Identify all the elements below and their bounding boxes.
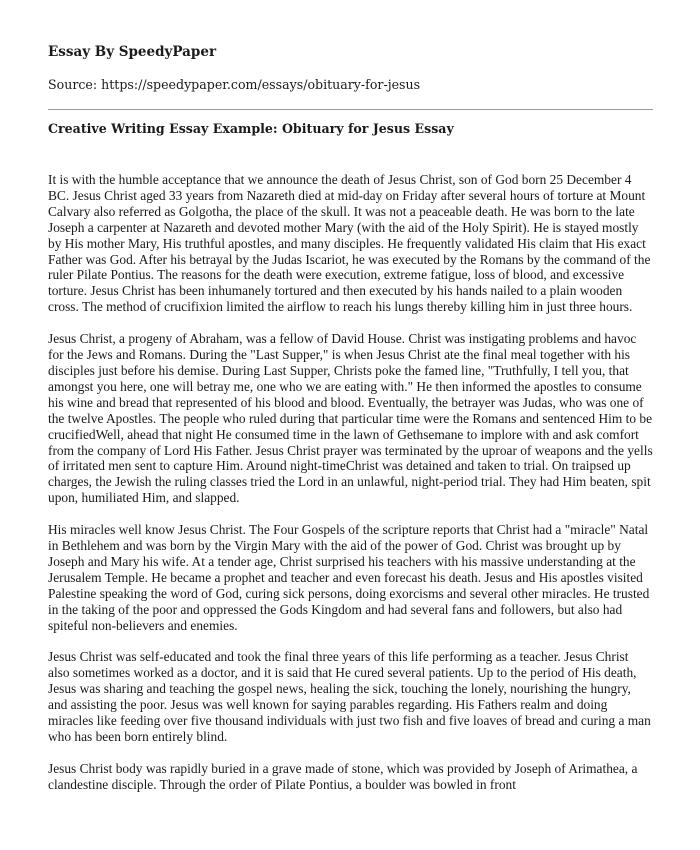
header-divider [48, 109, 653, 110]
essay-paragraph-5: Jesus Christ body was rapidly buried in a grave made of stone, which was provided by Joseph of Arimathea, a clandestine disciple. Through the order of Pilate Pontius, a boulder was bowled in front [48, 760, 638, 792]
essay-paragraph-3: His miracles well know Jesus Christ. The Four Gospels of the scripture reports that Christ had a "miracle" Natal in Bethlehem and was born by the Virgin Mary with the aid of the power of God. Christ was brought up by Joseph and Mary his wife. At a tender age, Christ surprised his teachers with his massive understanding at the Jerusalem Temple. He became a prophet and teacher and even forecast his death. Jesus and His apostles visited Palestine speaking the word of God, curing sick persons, doing exorcisms and several other miracles. He trusted in the taking of the poor and oppressed the Gods Kingdom and had several fans and followers, but also had spiteful non-believers and enemies. [48, 522, 650, 633]
essay-paragraph-4: Jesus Christ was self-educated and took the final three years of this life performing as a teacher. Jesus Christ also sometimes worked as a doctor, and it is said that He cured several patients. Up to the period of His death, Jesus was sharing and teaching the gospel news, healing the sick, touching the lonely, nourishing the hungry, and assisting the poor. Jesus was well known for saying parables regarding. His Fathers realm and doing miracles like feeding over five thousand individuals with just two fish and five loaves of bread and curing a man who has been born entirely blind. [48, 649, 651, 744]
essay-title: Creative Writing Essay Example: Obituary for Jesus Essay [48, 121, 454, 136]
essay-paragraph-1: It is with the humble acceptance that we announce the death of Jesus Christ, son of God born 25 December 4 BC. Jesus Christ aged 33 years from Nazareth died at mid-day on Friday after several hours of torture at Mount Calvary also referred as Golgotha, the place of the skull. It was not a peaceable death. He was born to the late Joseph a carpenter at Nazareth and devoted mother Mary (with the aid of the Holy Spirit). He is stayed mostly by His mother Mary, His truthful apostles, and many disciples. He frequently validated His claim that His exact Father was God. After his betrayal by the Judas Iscariot, he was executed by the Romans by the command of the ruler Pilate Pontius. The reasons for the death were execution, extreme fatigue, loss of blood, and excessive torture. Jesus Christ has been inhumanely tortured and then executed by his hands nailed to a plain wooden cross. The method of crucifixion limited the airflow to reach his lungs thereby killing him in just three hours. [48, 172, 651, 315]
essay-source-heading: Essay By SpeedyPaper [48, 44, 217, 60]
source-url-line[interactable]: Source: https://speedypaper.com/essays/obituary-for-jesus [48, 77, 421, 92]
essay-paragraph-2: Jesus Christ, a progeny of Abraham, was a fellow of David House. Christ was instigating problems and havoc for the Jews and Romans. During the "Last Supper," is when Jesus Christ ate the final meal together with his disciples just before his demise. During Last Supper, Christs poke the famed line, "Truthfully, I tell you, that amongst you here, one will betray me, one who we are eating with." He then informed the apostles to consume his wine and bread that represented of his blood and blood. Eventually, the betrayer was Judas, who was one of the twelve Apostles. The people who ruled during that particular time were the Romans and sentenced Him to be crucifiedWell, ahead that night He consumed time in the lawn of Gethsemane to implore with and ask comfort from the company of Lord His Father. Jesus Christ prayer was terminated by the uproar of weapons and the yells of irritated men sent to capture Him. Around night-timeChrist was detained and taken to trial. On traipsed up charges, the Jewish the ruling classes tried the Lord in an unlawful, night-period trial. They had Him beaten, spit upon, humiliated Him, and slapped. [48, 331, 653, 506]
essay-body [48, 172, 653, 809]
